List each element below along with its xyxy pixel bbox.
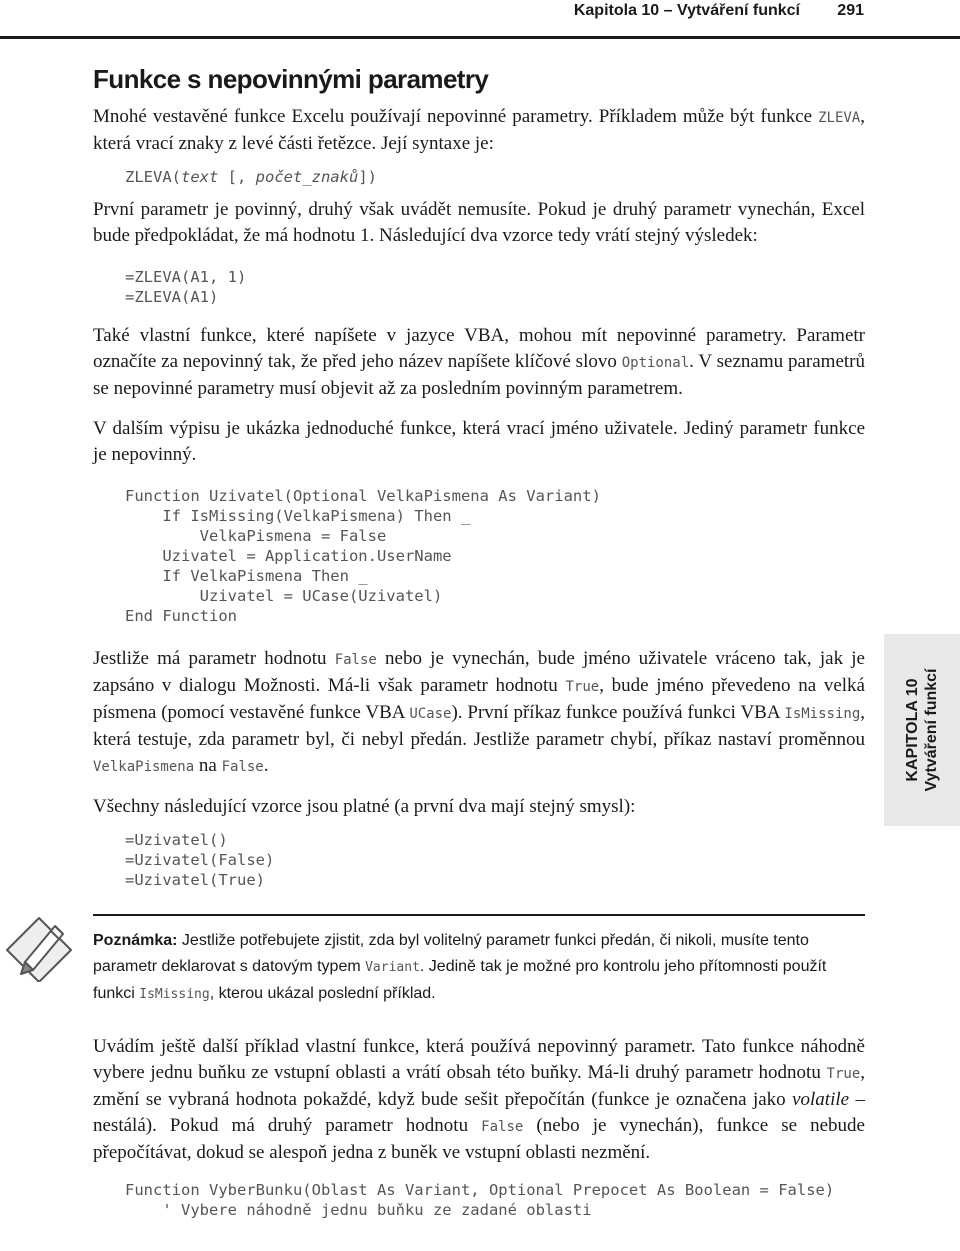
page-number: 291	[837, 2, 864, 19]
code-line: End Function	[125, 607, 237, 625]
formula-block-2	[125, 830, 865, 890]
chapter-title: Kapitola 10 – Vytváření funkcí	[573, 2, 800, 19]
code-line: Uzivatel = Application.UserName	[125, 547, 452, 565]
inline-code: ZLEVA	[818, 110, 861, 126]
chapter-side-tab	[884, 634, 960, 826]
code-line: Uzivatel = UCase(Uzivatel)	[125, 587, 443, 605]
syntax-example: ZLEVA(text [, počet_znaků])	[125, 168, 377, 186]
side-tab-title: Vytváření funkcí	[923, 668, 940, 792]
paragraph-optional: Také vlastní funkce, které napíšete v jazyce VBA, mohou mít nepovinné parametry. Parametr označíte za nepovinný tak, že před jeho název napíšete klíčové slovo Optional. V seznamu parametrů se nepovinné parametry musí objevit až za posledním povinným parametrem.	[93, 325, 865, 399]
formula-line: =ZLEVA(A1, 1)	[125, 268, 247, 286]
page-header	[0, 0, 960, 39]
paragraph-explanation: Jestliže má parametr hodnotu False nebo je vynechán, bude jméno uživatele vráceno tak, jak je zapsáno v dialogu Možnosti. Má-li však parametr hodnotu True, bude jméno převedeno na velká písmena (pomocí vestavěné funkce VBA UCase). První příkaz funkce používá funkci VBA IsMissing, která testuje, zda parametr byl, či nebyl předán. Jestliže parametr chybí, příkaz nastaví proměnnou VelkaPismena na False.	[93, 648, 865, 776]
note-label: Poznámka:	[93, 932, 178, 949]
formula-line: =Uzivatel()	[125, 831, 228, 849]
pencil-note-icon	[1, 906, 77, 982]
formula-line: =Uzivatel(True)	[125, 871, 265, 889]
code-line: Function VyberBunku(Oblast As Variant, Optional Prepocet As Boolean = False)	[125, 1181, 835, 1199]
side-tab-chapter: KAPITOLA 10	[904, 678, 921, 782]
vba-code-listing	[125, 486, 865, 626]
code-line: Function Uzivatel(Optional VelkaPismena As Variant)	[125, 487, 601, 505]
formula-block-1	[125, 267, 865, 307]
code-line: ' Vybere náhodně jednu buňku ze zadané oblasti	[125, 1201, 592, 1219]
vba-code-final	[125, 1180, 865, 1220]
paragraph-listing-intro: V dalším výpisu je ukázka jednoduché funkce, která vrací jméno uživatele. Jediný parametr funkce je nepovinný.	[93, 418, 865, 465]
code-line: VelkaPismena = False	[125, 527, 387, 545]
note-box: Poznámka: Jestliže potřebujete zjistit, zda byl volitelný parametr funkci předán, či nikoli, musíte tento parametr deklarovat s datovým typem Variant. Jedině tak je možné pro kontrolu jeho přítomnosti použít funkci IsMissing, kterou ukázal poslední příklad.	[93, 914, 865, 1008]
paragraph-volatile: Uvádím ještě další příklad vlastní funkce, která používá nepovinný parametr. Tato funkce náhodně vybere jednu buňku ze vstupní oblasti a vrátí obsah této buňky. Má-li druhý parametr hodnotu True, změní se vybraná hodnota pokaždé, když bude sešit přepočítán (funkce je označena jako volatile – nestálá). Pokud má druhý parametr hodnotu False (nebo je vynechán), funkce se nebude přepočítávat, dokud se alespoň jedna z buněk ve vstupní oblasti nezmění.	[93, 1036, 865, 1163]
formula-line: =Uzivatel(False)	[125, 851, 275, 869]
code-line: If IsMissing(VelkaPismena) Then _	[125, 507, 471, 525]
section-title: Funkce s nepovinnými parametry	[93, 64, 489, 94]
paragraph-valid-formulas: Všechny následující vzorce jsou platné (a první dva mají stejný smysl):	[93, 796, 636, 817]
page-content	[93, 62, 865, 1220]
formula-line: =ZLEVA(A1)	[125, 288, 219, 306]
inline-code: Optional	[621, 355, 690, 371]
code-line: If VelkaPismena Then _	[125, 567, 368, 585]
paragraph-parameters: První parametr je povinný, druhý však uvádět nemusíte. Pokud je druhý parametr vynechán, Excel bude předpokládat, že má hodnotu 1. Následující dva vzorce tedy vrátí stejný výsledek:	[93, 199, 865, 246]
paragraph-intro: Mnohé vestavěné funkce Excelu používají nepovinné parametry. Příkladem může být funkce ZLEVA, která vrací znaky z levé části řetězce. Její syntaxe je:	[93, 106, 865, 154]
